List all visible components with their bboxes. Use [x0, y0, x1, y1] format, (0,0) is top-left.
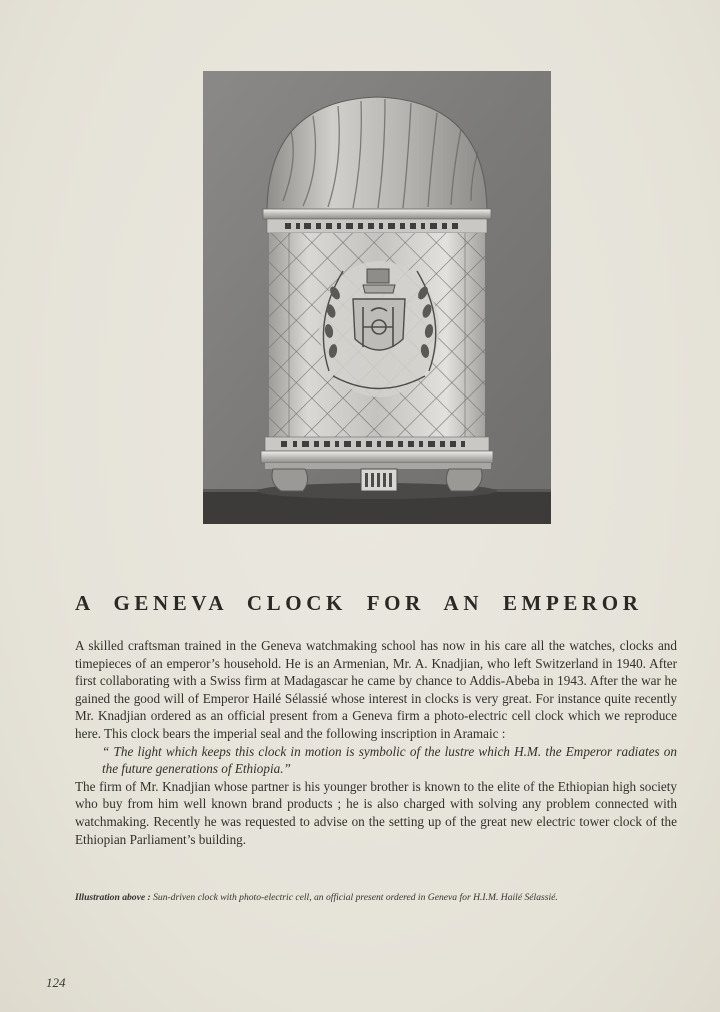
- clock-illustration: [203, 71, 551, 524]
- article-paragraph-1: A skilled craftsman trained in the Geneva watchmaking school has now in his care all the watches, clocks and timepieces of an emperor’s household. He is an Armenian, Mr. A. Knadjian, who left Switzerland in 1940. After first collaborating with a Swiss firm at Madagascar he came by chance to Addis-Abeba in 1943. After the war he gained the good will of Emperor Hailé Sélassié whose interest in clocks is very great. For instance quite recently Mr. Knadjian ordered as an official present from a Geneva firm a photo-electric cell clock which we reproduce here. This clock bears the imperial seal and the following inscription in Aramaic :: [75, 638, 677, 741]
- illustration-caption: [75, 891, 685, 905]
- inscription-quote: “ The light which keeps this clock in motion is symbolic of the lustre which H.M. the Emperor radiates on the future generations of Ethiopia.”: [102, 743, 677, 777]
- caption-text: Sun-driven clock with photo-electric cell, an official present ordered in Geneva for H.I.M. Hailé Sélassié.: [150, 892, 558, 903]
- article-body: [75, 637, 677, 848]
- article-headline: A GENEVA CLOCK FOR AN EMPEROR: [75, 591, 643, 615]
- article-paragraph-2: The firm of Mr. Knadjian whose partner is his younger brother is known to the elite of the Ethiopian high society who buy from him well known brand products ; he is also charged with solving any problem connected with watchmaking. Recently he was requested to advise on the setting up of the great new electric tower clock of the Ethiopian Parliament’s building.: [75, 778, 677, 847]
- caption-lead: Illustration above :: [75, 892, 151, 903]
- page-number: 124: [46, 975, 66, 990]
- clock-photograph: [203, 71, 551, 524]
